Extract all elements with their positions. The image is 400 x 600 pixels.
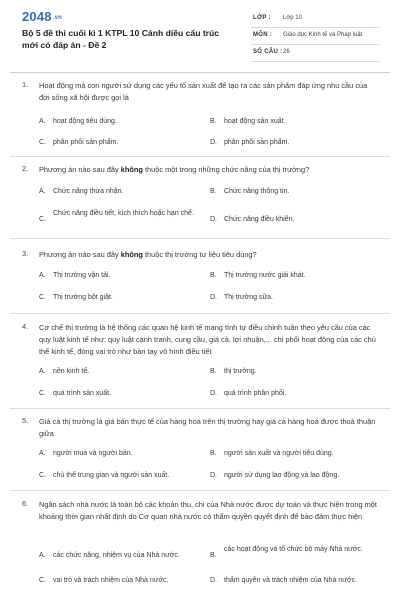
option-label: D. bbox=[210, 216, 217, 223]
meta-value: Giáo dục Kinh tế và Pháp luật bbox=[283, 32, 363, 38]
logo-tld: .vn bbox=[52, 14, 63, 21]
meta-key: SỐ CÂU : bbox=[253, 49, 283, 55]
question-number: 2. bbox=[22, 164, 29, 173]
option-text: hoạt động sản xuất. bbox=[224, 118, 286, 125]
option-text: thẩm quyền và trách nhiệm của Nhà nước. bbox=[224, 577, 358, 584]
option-text: người sử dụng lao động và lao động. bbox=[224, 472, 340, 479]
question-text-part: Phương án nào sau đây bbox=[39, 165, 121, 174]
question-text bbox=[39, 164, 379, 176]
question-divider bbox=[10, 156, 390, 157]
question-emphasis: không bbox=[120, 250, 143, 259]
meta-value: Lớp 10 bbox=[283, 15, 302, 21]
option-text: các hoạt động và tổ chức bộ máy Nhà nước. bbox=[224, 546, 363, 553]
question-text-part: Giá cả thị trường là giá bán thực tế của hàng hoá trên thị trường hay giá cả hàng hoá được thoả thuận giữa bbox=[39, 417, 376, 438]
question-number: 1. bbox=[22, 80, 29, 89]
question-text bbox=[39, 499, 379, 523]
option-label: A. bbox=[39, 368, 46, 375]
option-text: nền kinh tế. bbox=[53, 368, 90, 375]
question-divider bbox=[10, 313, 390, 314]
option-label: B. bbox=[210, 188, 217, 195]
option-text: hoạt động tiêu dùng. bbox=[53, 118, 117, 125]
option-label: D. bbox=[210, 139, 217, 146]
question-text-part: Ngân sách nhà nước là toàn bộ các khoản thu, chi của Nhà nước được dự toán và thực hiện trong một khoảng thời gian nhất định do Cơ quan nhà nước có thẩm quyền quyết định để bảo đảm thực hiện bbox=[39, 500, 377, 521]
option-label: C. bbox=[39, 294, 46, 301]
option-text: người sản xuất và người tiêu dùng. bbox=[224, 450, 334, 457]
meta-row-subject bbox=[251, 28, 379, 45]
meta-row-grade bbox=[251, 11, 379, 28]
option-label: A. bbox=[39, 450, 46, 457]
option-label: C. bbox=[39, 139, 46, 146]
option-label: B. bbox=[210, 118, 217, 125]
option-text: Thị trường bột giặt. bbox=[53, 294, 113, 301]
option-label: A. bbox=[39, 188, 46, 195]
option-text: phân phối sản phẩm. bbox=[53, 139, 119, 146]
option-label: A. bbox=[39, 118, 46, 125]
meta-info-table bbox=[251, 11, 379, 62]
question-divider bbox=[10, 490, 390, 491]
option-label: D. bbox=[210, 390, 217, 397]
page-header bbox=[0, 0, 400, 66]
meta-row-question-count bbox=[251, 45, 379, 62]
option-text: phân phối sản phẩm. bbox=[224, 139, 290, 146]
question-number: 4. bbox=[22, 322, 29, 331]
logo-text: 2048 bbox=[22, 9, 52, 24]
option-label: C. bbox=[39, 216, 46, 223]
question-text bbox=[39, 249, 379, 261]
meta-key: MÔN : bbox=[253, 32, 273, 38]
site-logo[interactable] bbox=[22, 9, 62, 24]
question-text-part: Cơ chế thị trường là hệ thống các quan hệ kinh tế mang tính tự điều chỉnh tuân theo yêu cầu của các quy luật kinh tế như: quy luật cạnh tranh, cung cầu, giá cả, lợi nhuận,... chi phối hoạt động của các chủ thể kinh tế, đóng vai trò như bàn tay vô hình điều tiết bbox=[39, 323, 376, 356]
option-label: A. bbox=[39, 552, 46, 559]
option-text: Chức năng thừa nhận. bbox=[53, 188, 124, 195]
question-divider bbox=[10, 238, 390, 239]
option-label: A. bbox=[39, 272, 46, 279]
option-text: Thị trường nước giải khát. bbox=[224, 272, 306, 279]
question-text-part: thuộc thị trường tư liệu tiêu dùng? bbox=[142, 250, 257, 259]
question-text bbox=[39, 416, 379, 440]
option-label: C. bbox=[39, 472, 46, 479]
option-text: các chức năng, nhiệm vụ của Nhà nước. bbox=[53, 552, 180, 559]
question-emphasis: không bbox=[120, 165, 143, 174]
question-text-part: Phương án nào sau đây bbox=[39, 250, 121, 259]
option-label: B. bbox=[210, 552, 217, 559]
option-text: quá trình sản xuất. bbox=[53, 390, 111, 397]
meta-key: LỚP : bbox=[253, 15, 271, 21]
option-text: chủ thể trung gian và người sản xuất. bbox=[53, 472, 170, 479]
option-label: C. bbox=[39, 390, 46, 397]
option-text: người mua và người bán. bbox=[53, 450, 133, 457]
question-number: 5. bbox=[22, 416, 29, 425]
question-text bbox=[39, 80, 379, 104]
question-number: 6. bbox=[22, 499, 29, 508]
option-text: Chức năng điều tiết, kích thích hoặc hạn chế. bbox=[53, 210, 194, 217]
question-divider bbox=[10, 408, 390, 409]
option-text: Thị trường vận tải. bbox=[53, 272, 111, 279]
option-text: Chức năng điều khiển. bbox=[224, 216, 295, 223]
option-label: B. bbox=[210, 450, 217, 457]
document-title: Bộ 5 đề thi cuối kì 1 KTPL 10 Cánh diều cấu trúc mới có đáp án - Đề 2 bbox=[22, 28, 220, 50]
option-text: thị trường. bbox=[224, 368, 257, 375]
option-text: vai trò và trách nhiệm của Nhà nước. bbox=[53, 577, 169, 584]
option-label: D. bbox=[210, 294, 217, 301]
option-label: B. bbox=[210, 272, 217, 279]
option-text: Chức năng thông tin. bbox=[224, 188, 290, 195]
question-number: 3. bbox=[22, 249, 29, 258]
option-label: C. bbox=[39, 577, 46, 584]
meta-value: 26 bbox=[283, 49, 290, 55]
question-text-part: Hoạt động mà con người sử dụng các yếu tố sản xuất để tạo ra các sản phẩm đáp ứng nhu cầu của đời sống xã hội được gọi là bbox=[39, 81, 368, 102]
option-text: quá trình phân phối. bbox=[224, 390, 287, 397]
option-label: B. bbox=[210, 368, 217, 375]
option-label: D. bbox=[210, 472, 217, 479]
question-text bbox=[39, 322, 379, 358]
header-divider bbox=[10, 72, 390, 73]
option-text: Thị trường sữa. bbox=[224, 294, 273, 301]
question-text-part: thuộc một trong những chức năng của thị trường? bbox=[142, 165, 310, 174]
option-label: D. bbox=[210, 577, 217, 584]
